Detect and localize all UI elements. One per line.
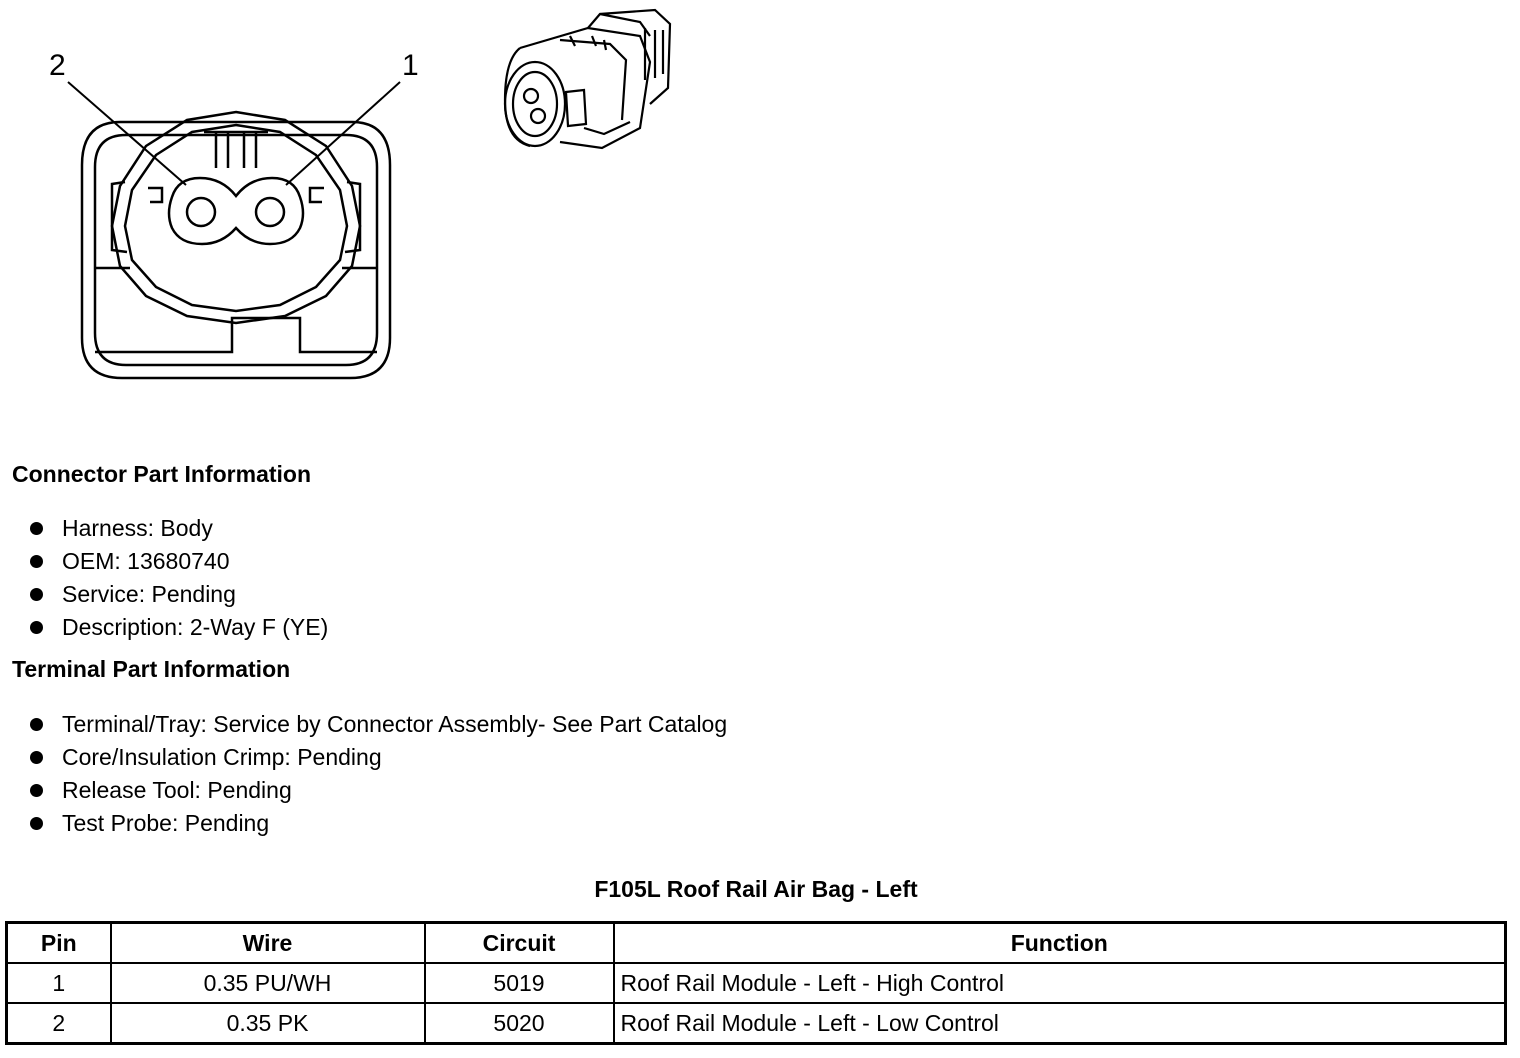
table-row: [7, 1003, 1506, 1044]
terminal-info-list: [0, 709, 727, 841]
bullet-icon: [30, 784, 43, 797]
cell-circuit: 5019: [425, 963, 614, 1003]
list-item: OEM: 13680740: [0, 546, 328, 579]
bullet-icon: [30, 751, 43, 764]
bullet-icon: [30, 621, 43, 634]
header-pin: Pin: [7, 923, 111, 964]
connector-3d-view: [505, 10, 670, 148]
list-item: Test Probe: Pending: [0, 808, 727, 841]
bullet-icon: [30, 817, 43, 830]
cell-function: Roof Rail Module - Left - High Control: [614, 963, 1506, 1003]
list-item: Core/Insulation Crimp: Pending: [0, 742, 727, 775]
list-item: Description: 2-Way F (YE): [0, 612, 328, 645]
table-header-row: [7, 923, 1506, 964]
cell-pin: 1: [7, 963, 111, 1003]
list-item: Harness: Body: [0, 513, 328, 546]
bullet-icon: [30, 588, 43, 601]
pin-1-leader: [286, 82, 400, 185]
list-item: Terminal/Tray: Service by Connector Assembly- See Part Catalog: [0, 709, 727, 742]
cell-function: Roof Rail Module - Left - Low Control: [614, 1003, 1506, 1044]
header-wire: Wire: [111, 923, 425, 964]
list-item: Release Tool: Pending: [0, 775, 727, 808]
pin-1-label: 1: [402, 49, 419, 82]
pinout-table: [5, 921, 1507, 1045]
pin-2-label: 2: [49, 49, 66, 82]
list-item: Service: Pending: [0, 579, 328, 612]
header-circuit: Circuit: [425, 923, 614, 964]
bullet-icon: [30, 522, 43, 535]
table-row: [7, 963, 1506, 1003]
cell-circuit: 5020: [425, 1003, 614, 1044]
table-title: F105L Roof Rail Air Bag - Left: [594, 876, 918, 902]
connector-body: [82, 112, 390, 378]
connector-info-list: [0, 513, 328, 645]
header-function: Function: [614, 923, 1506, 964]
cell-pin: 2: [7, 1003, 111, 1044]
bullet-icon: [30, 555, 43, 568]
bullet-icon: [30, 718, 43, 731]
cell-wire: 0.35 PU/WH: [111, 963, 425, 1003]
connector-info-title: Connector Part Information: [12, 461, 312, 487]
terminal-info-title: Terminal Part Information: [12, 656, 291, 682]
connector-face-diagram: [0, 0, 720, 420]
pin-2-leader: [68, 82, 186, 185]
cell-wire: 0.35 PK: [111, 1003, 425, 1044]
